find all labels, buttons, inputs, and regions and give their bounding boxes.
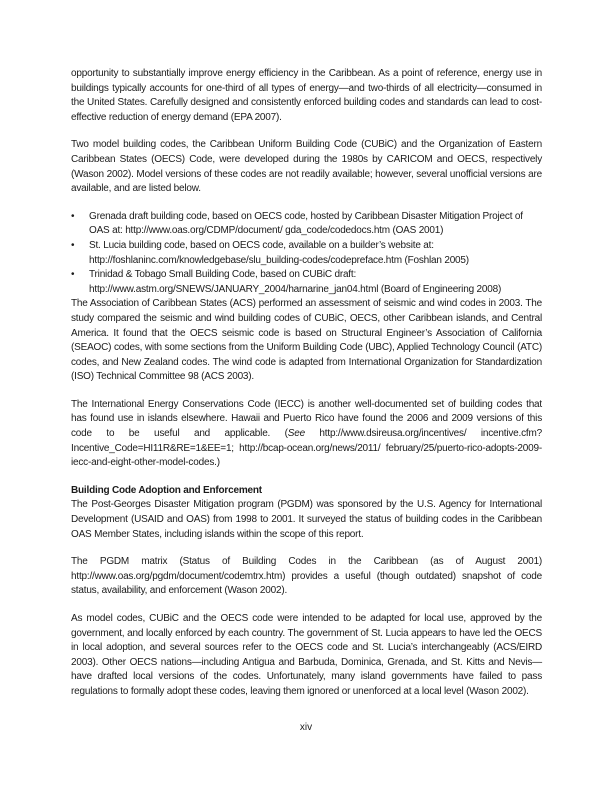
paragraph-iecc [71,398,542,471]
bullet-icon: • [71,239,75,251]
paragraph-code-adoption: As model codes, CUBiC and the OECS code were intended to be adapted for local use, approved by the government, and locally enforced by each country. The government of St. Lucia appears to have led the OECS in local adoption, and several sources refer to the OECS code and St. Lucia’s interchangeably (ACS/EIRD 2003). Other OECS nations—including Antigua and Barbuda, Dominica, Grenada, and St. Kitts and Nevis—have drafted local versions of the codes. Unfortunately, many island governments have failed to pass regulations to formally adopt these codes, leaving them ignored or unenforced at a local level (Wason 2002). [71,613,542,697]
list-item-text: Trinidad & Tobago Small Building Code, based on CUBiC draft: http://www.astm.org/SNEWS/JANUARY_2004/harnarine_jan04.html (Board of Engineering 2008) [89,269,502,295]
paragraph-acs-assessment [71,297,542,385]
page-footer [0,721,612,736]
paragraph-energy-efficiency: opportunity to substantially improve energy efficiency in the Caribbean. As a point of reference, energy use in buildings typically accounts for one-third of all types of energy—and two-thirds of all electricity—consumed in the United States. Carefully designed and consistently enforced building codes and standards can lead to cost-effective reduction of energy demand (EPA 2007). [71,68,542,123]
paragraph-text: http://www.dsireusa.org/incentives/ incentive.cfm?Incentive_Code=HI11R&RE=1&EE=1; http://bcap-ocean.org/news/2011/ february/25/puerto-rico-adopts-2009-iecc-and-eight-other-model-codes.) [71,428,542,469]
paragraph-text: The International Energy Conservations Code (IECC) is another well-documented set of building codes that has found use in islands elsewhere. Hawaii and Puerto Rico have found the 2006 and 2009 versions of this code to be useful and applicable. ( [71,398,542,440]
page-content [71,67,542,713]
bullet-icon: • [71,269,75,281]
paragraph-pgdm-program: The Post-Georges Disaster Mitigation program (PGDM) was sponsored by the U.S. Agency for International Development (USAID and OAS) from 1998 to 2001. It surveyed the status of building codes in the Caribbean OAS Member States, including islands within the scope of this report. [71,499,542,540]
list-item-trinidad-tobago-code [71,268,542,297]
paragraph-model-codes: Two model building codes, the Caribbean Uniform Building Code (CUBiC) and the Organization of Eastern Caribbean States (OECS) Code, were developed during the 1980s by CARICOM and OECS, respectively (Wason 2002). Model versions of these codes are not readily available; however, several unofficial versions are available, and are listed below. [71,139,542,195]
paragraph-pgdm-matrix: The PGDM matrix (Status of Building Codes in the Caribbean (as of August 2001) http://www.oas.org/pgdm/document/codemtrx.htm) provides a useful (though outdated) snapshot of code status, availability, and enforcement (Wason 2002). [71,556,542,597]
bullet-list [71,210,542,298]
paragraph-text: The Association of Caribbean States (ACS) performed an assessment of seismic and wind codes in 2003. The study compared the seismic and wind building codes of CUBiC, OECS, other Caribbean islands, and Central America. It found that the OECS seismic code is based on Structural Engineer’s Association of California (SEAOC) codes, with some sections from the Uniform Building Code (UBC), Applied Technology Council (ATC) codes, and New Zealand codes. The wind code is adapted from International Organization for Standardization (ISO) Technical Committee 98 (ACS 2003). [71,298,542,383]
section-heading: Building Code Adoption and Enforcement [71,484,262,496]
see-reference-italic: See [287,428,305,440]
page-number: xiv [299,722,313,733]
bullet-icon: • [71,210,75,222]
list-item-st-lucia-code [71,239,542,268]
list-item-text: Grenada draft building code, based on OECS code, hosted by Caribbean Disaster Mitigation Project of OAS at: http://www.oas.org/CDMP/document/ gda_code/codedocs.htm (OAS 2001) [89,210,523,237]
list-item-text: St. Lucia building code, based on OECS code, available on a builder’s website at: http://foshlaninc.com/knowledgebase/slu_building-codes/codepreface.htm (Foshlan 2005) [89,239,469,266]
list-item-grenada-code [71,210,542,239]
